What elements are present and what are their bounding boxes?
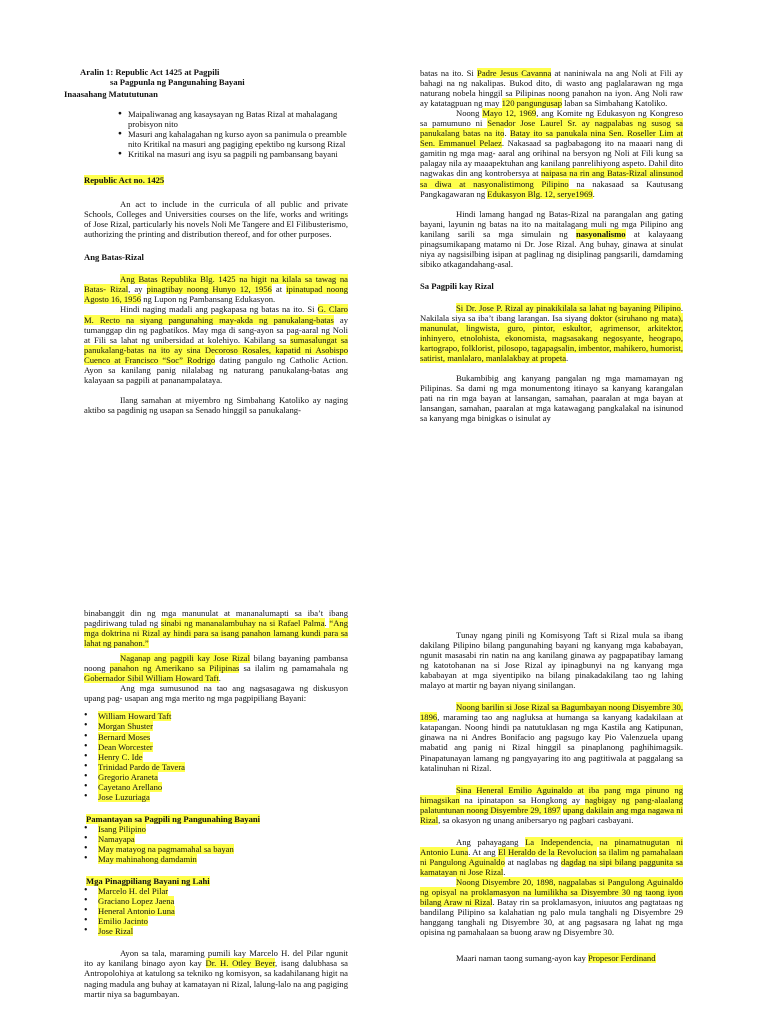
list-item: • Namayapa (84, 834, 348, 844)
lesson-title-line1: Aralin 1: Republic Act 1425 at Pagpili (80, 67, 220, 77)
page4-para-1: Tunay ngang pinili ng Komisyong Taft si Rizal mula sa ibang dakilang Pilipino bilang pangunahing bayani ng kanyang mga kababayan, ngunit masasabi rin natin na ang kanilang ginawa ay pagpapatibay lamang ng katotohanan na si Jose Rizal ay ipinagbunyi na ng kanyang mga kababayan at mga siyentipiko na bilang pinakadakilang tao ng lahing malayo at martir ng bayan niyang sinilangan. (420, 630, 683, 691)
candidates-heading: Mga Pinagpiliang Bayani ng Lahi (86, 876, 210, 887)
list-item: • Dean Worcester (84, 742, 348, 752)
list-item: • Marcelo H. del Pilar (84, 886, 348, 896)
batas-para-1: Ang Batas Republika Blg. 1425 na higit na kilala sa tawag na Batas- Rizal, ay pinagtibay noong Hunyo 12, 1956 at ipinatupad noong Agosto 16, 1956 ng Lupon ng Pambansang Edukasyon. (84, 274, 348, 305)
list-item: • Emilio Jacinto (84, 916, 348, 926)
list-item: • Henry C. Ide (84, 752, 348, 762)
outcome-item: ● Maipaliwanag ang kasaysayan ng Batas Rizal at mahalagang probisyon nito (118, 109, 354, 129)
list-item: • Trinidad Pardo de Tavera (84, 762, 348, 772)
list-item: • May matayog na pagmamahal sa bayan (84, 844, 348, 854)
criteria-heading: Pamantayan sa Pagpili ng Pangunahing Bayani (86, 813, 261, 824)
batas-para-2: Hindi naging madali ang pagkapasa ng batas na ito. Si G. Claro M. Recto na siyang pangunahing may-akda ng panukalang-batas ay tumanggap din ng pagbatikos. May mga di sang-ayon sa pag-aaral ng Noli at Fili sa lahat ng unibersidad at kolehiyo. Kabilang sa sumasalungat sa panukalang-batas na ito ay sina Decoroso Rosales, kapatid ni Asobispo Cuenco at Francisco “Soc” Rodrigo dating pangulo ng Catholic Action. Ayon sa kanilang panig nilalabag ng naturang panukalang-batas ang kalayaan sa pagpili at pananampalataya. (84, 304, 349, 385)
list-item: • Heneral Antonio Luna (84, 906, 348, 916)
pagpili-heading: Sa Pagpili kay Rizal (420, 280, 494, 291)
page4-para-2: Noong barilin si Jose Rizal sa Bagumbayan noong Disyembre 30, 1896, maraming tao ang nagluksa at humanga sa kanyang kadakilaan at katapangan. Noong hindi pa natutuklasan ng mga Kastila ang Katipunan, ginawa na ni Andres Bonifacio ang pagsugo kay Pio Valenzuela upang mabatid ang panig ni Rizal hinggil sa pinaplanong paghihimagsik. Pinapatunayan lamang ng pangyayaring ito ang pagtitiwala at paggalang sa katalinuhan ni Rizal. (420, 702, 683, 773)
page2-para-4: Si Dr. Jose P. Rizal ay pinakikilala sa lahat ng bayaning Pilipino. Nakilala siya sa iba’t ibang larangan. Isa siyang doktor (siruhano ng mata), manunulat, lingwista, guro, pintor, eskultor, agrimensor, arkitektor, inhinyero, etnolohista, ekonomista, magsasakang negosyante, heograpo, kartograpo, folklorist, pilosopo, tagapagsalin, imbentor, mahikero, humorist, satirist, manlalaro, manlalakbay at propeta. (420, 302, 683, 364)
list-item: • Morgan Shuster (84, 721, 348, 731)
outcome-item: ● Kritikal na masuri ang isyu sa pagpili ng pambansang bayani (118, 149, 354, 159)
page2-para-2: Noong Mayo 12, 1969, ang Komite ng Edukasyon ng Kongreso sa pamumuno ni Senador Jose Laurel Sr. ay nagpalabas ng susog sa panukalang batas na ito. Batay ito sa panukala nina Sen. Roseller Lim at Sen. Emmanuel Pelaez. Nakasaad sa pagbabagong ito na maaari nang di gamitin ng mga mag- aaral ang orihinal na bersyon ng Noli at Fili kung sa palagay nila ay maaapektuhan ang kanilang panrelihiyong aspeto. Dahil dito nagwakas din ang kontrobersya at naipasa na rin ang Batas-Rizal alinsunod sa diwa at nasyonalistimong Pilipino na nakasaad sa Kautusang Pangkagawaran ng Edukasyon Blg. 12, serye1969. (420, 108, 684, 199)
ra-heading: Republic Act no. 1425 (84, 175, 165, 186)
page3-column (84, 608, 348, 999)
page3-para-3: Ang mga sumusunod na tao ang nagsasagawa ng diskusyon upang pag- usapan ang mga merito ng mga pagpipiliang Bayani: (84, 683, 348, 704)
batas-rizal-heading: Ang Batas-Rizal (84, 252, 144, 263)
page3-para-4: Ayon sa tala, maraming pumili kay Marcelo H. del Pilar ngunit ito ay kanilang binago ayon kay Dr. H. Otley Beyer, isang dalubhasa sa Antropolohiya at katulong sa tekniko ng komisyon, sa kadahilanang higit na naging madula ang buhay at kamatayan ni Rizal, lalung-lalo na ang pagiging martir niya sa bagumbayan. (84, 948, 348, 999)
list-item: • Jose Luzuriaga (84, 792, 348, 802)
candidates-list (80, 886, 348, 936)
list-item: • William Howard Taft (84, 711, 348, 721)
page4-column (420, 630, 683, 963)
list-item: • Jose Rizal (84, 926, 348, 936)
page3-para-1: binabanggit din ng mga manunulat at mananalumapti sa iba’t ibang pagdiriwang tulad ng sinabi ng mananalambuhay na si Rafael Palma. “Ang mga doktrina ni Rizal ay hindi para sa isang panahon lamang kundi para sa lahat ng panahon.” (84, 608, 349, 649)
outcomes-heading: Inaasahang Matututunan (64, 88, 158, 99)
page2-para-5: Bukambibig ang kanyang pangalan ng mga mamamayan ng Pilipinas. Sa dami ng mga monumentong itinayo sa kanyang karangalan pati na rin mga bayan at lansangan, samahan, paaralan at mga bayan at lansangan, samahan, paaralan at mga katawagang pangkalakal na isinunod sa kanyang mga binigkas o isinulat ay (420, 373, 683, 424)
page2-para-3: Hindi lamang hangad ng Batas-Rizal na parangalan ang gating bayani, layunin ng batas na ito na maitalagang muli ng mga Pilipino ang kanilang sarili sa mga simulain ng nasyonalismo at kalayaang pinagsumikapang matamo ni Dr. Jose Rizal. Ang buhay, ginawa at sinulat niya ay nagsisilbing isipan at paglinag ng disiplinag pangsarili, damdaming sibiko atkagandahang-asal. (420, 208, 683, 269)
list-item: • May mahinahong damdamin (84, 854, 348, 864)
page4-para-3: Sina Heneral Emilio Aguinaldo at iba pang mga pinuno ng himagsikan na ipinatapon sa Hongkong ay nagbigay ng pang-alaalang palatuntunan noong Disyembre 29, 1897 upang dakilain ang mga nagawa ni Rizal, sa okasyon ng unang anibersaryo ng pagbari casbayani. (420, 784, 683, 825)
outcome-item: ● Masuri ang kahalagahan ng kurso ayon sa panimula o preamble nito Kritikal na masuri ang pagiging epektibo ng kursong Rizal (118, 129, 354, 149)
page4-para-5: Noong Disyembre 20, 1898, nagpalabas si Pangulong Aguinaldo ng opisyal na proklamasyon na lumilikha sa Disyembre 30 ng taong iyon bilang Araw ni Rizal. Batay rin sa proklamasyon, iniuutos ang pagtataas ng bandilang Pilipino sa kalahatian ng palo mula tanghali ng Disyembre 29 hanggang tanghali ng Disyembre 30, at ang pagsasara ng lahat ng mga opisina ng pamahalaan sa buong araw ng Disyembre 30. (420, 876, 683, 938)
list-item: • Bernard Moses (84, 732, 348, 742)
page4-para-4: Ang pahayagang La Independencia, na pinamatnugutan ni Antonio Luna. At ang El Heraldo de la Revolucion sa ilalim ng pamahalaan ni Pangulong Aguinaldo at naglabas ng dagdag na sipi bilang paggunita sa kamatayan ni Jose Rizal. (420, 836, 684, 877)
page2-column (420, 68, 683, 423)
batas-para-3: Ilang samahan at miyembro ng Simbahang Katoliko ay naging aktibo sa pagdinig ng usapan sa Senado hinggil sa panukalang- (84, 394, 348, 415)
page1-column (62, 68, 348, 415)
list-item: • Graciano Lopez Jaena (84, 896, 348, 906)
outcomes-list (114, 109, 354, 159)
list-item: • Gregorio Araneta (84, 772, 348, 782)
page4-para-6: Maari naman taong sumang-ayon kay Propesor Ferdinand (456, 953, 656, 964)
ra-text: An act to include in the curricula of all public and private Schools, Colleges and Universities courses on the life, works and writings of Jose Rizal, particularly his novels Noli Me Tangere and El Filibusterismo, authorizing the printing and distribution thereof, and for other purposes. (84, 199, 348, 240)
list-item: • Isang Pilipino (84, 824, 348, 834)
list-item: • Cayetano Arellano (84, 782, 348, 792)
taft-commission-list (80, 711, 348, 801)
criteria-list (80, 824, 348, 864)
page3-para-2: Naganap ang pagpili kay Jose Rizal bilang bayaning pambansa noong panahon ng Amerikano sa Pilipinas sa ilalim ng pamamahala ng Gobernador Sibil William Howard Taft. (84, 653, 348, 684)
page2-para-1: batas na ito. Si Padre Jesus Cavanna at naniniwala na ang Noli at Fili ay bahagi na ng nakalipas. Bukod dito, di wasto ang paglalarawan ng mga naturang nobela hinggil sa Pilipinas noong panahon na iyon. Ang Noli raw ay katatagpuan ng may 120 pangungusap laban sa Simbahang Katoliko. (420, 68, 683, 109)
lesson-title-line2: sa Pagpunla ng Pangunahing Bayani (110, 76, 245, 87)
lesson-title (62, 68, 348, 88)
